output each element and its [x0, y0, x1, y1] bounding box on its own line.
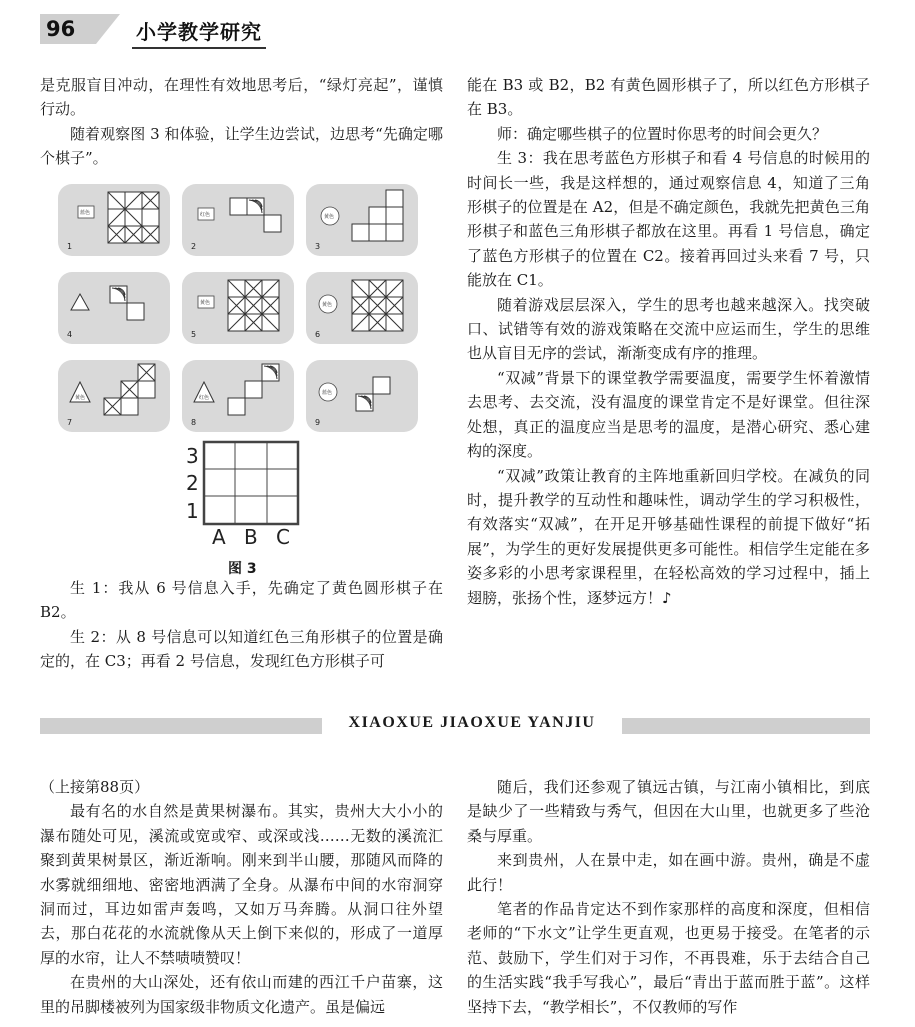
- journal-title: 小学教学研究: [136, 16, 262, 45]
- clue-tile: [182, 184, 294, 256]
- grid-row-label: 1: [186, 499, 199, 523]
- clue-tile: [306, 272, 418, 344]
- clue-5-diagram: [182, 272, 294, 344]
- page-number-box: [40, 14, 96, 44]
- grid-col-label: C: [276, 525, 290, 549]
- clue-number: 1: [67, 242, 73, 251]
- clue-tile: [58, 184, 170, 256]
- clue-color-label: 红色: [199, 395, 210, 401]
- header-tab-decoration: [96, 14, 120, 44]
- clue-number: 2: [191, 242, 197, 251]
- clue-2-diagram: [182, 184, 294, 256]
- clue-6-diagram: [306, 272, 418, 344]
- clue-color-label: 红色: [200, 212, 211, 218]
- clue-color-label: 黄色: [200, 300, 211, 306]
- clue-3-diagram: [306, 184, 418, 256]
- clue-number: 6: [315, 330, 321, 339]
- page-header: [40, 8, 875, 48]
- paragraph: “双减”政策让教育的主阵地重新回归学校。在减负的同时，提升教学的互动性和趣味性，调动学生的学习积极性，有效落实“双减”，在开足开够基础性课程的前提下做好“拓展”，为学生的更好发展提供更多可能性。相信学生定能在多姿多彩的小思考家课程里，在轻松高效的学习过程中，插上翅膀，张扬个性，逐梦远方！♪: [467, 466, 870, 607]
- grid-col-label: B: [244, 525, 258, 549]
- clue-number: 9: [315, 418, 321, 427]
- answer-grid: [182, 438, 302, 560]
- column-1-top: [40, 73, 443, 171]
- clue-tiles: [58, 184, 418, 432]
- clue-tile: [58, 272, 170, 344]
- paragraph: 最有名的水自然是黄果树瀑布。其实，贵州大大小小的瀑布随处可见，溪流或宽或窄、或深或浅……无数的溪流汇聚到黄果树景区，渐近渐响。刚来到半山腰，那随风而降的水雾就细细地、密密地洒满了全身。从瀑布中间的水帘洞穿洞而过，耳边如雷声轰鸣，又如万马奔腾。从洞口往外望去，那白花花的水流就像从天上倒下来似的，形成了一道厚厚的水帘，让人不禁啧啧赞叹！: [40, 802, 443, 967]
- figure-3: [58, 184, 418, 577]
- separator-bar-left: [40, 718, 322, 734]
- continuation-note: （上接第88页）: [40, 778, 150, 796]
- paragraph: 生 3：我在思考蓝色方形棋子和看 4 号信息的时候用的时间长一些，我是这样想的，通过观察信息 4，知道了三角形棋子的位置是在 A2，但是不确定颜色，我就先把黄色三角形棋子和蓝色三角形棋子都放在这里。再看 1 号信息，确定了蓝色方形棋子的位置在 C2。接着再回过头来看 7 号，只能放在 C1。: [467, 149, 870, 290]
- paragraph: 在贵州的大山深处，还有依山而建的西江千户苗寨，这里的吊脚楼被列为国家级非物质文化遗产。虽是偏远: [40, 973, 443, 1016]
- paragraph: 随后，我们还参观了镇远古镇，与江南小镇相比，到底是缺少了一些精致与秀气，但因在大山里，也就更多了些沧桑与厚重。: [467, 778, 870, 845]
- clue-1-diagram: [58, 184, 170, 256]
- paragraph: 是克服盲目冲动，在理性有效地思考后，“绿灯亮起”，谨慎行动。: [40, 76, 443, 119]
- paragraph: 生 1：我从 6 号信息入手，先确定了黄色圆形棋子在 B2。: [40, 579, 443, 622]
- clue-tile: [182, 360, 294, 432]
- clue-tile: [58, 360, 170, 432]
- paragraph: “双减”背景下的课堂教学需要温度，需要学生怀着激情去思考、去交流，没有温度的课堂肯定不是好课堂。但往深处想，真正的温度应当是思考的温度，是潜心研究、悉心建构的深度。: [467, 368, 870, 461]
- clue-number: 7: [67, 418, 73, 427]
- answer-grid-svg: [182, 438, 312, 563]
- clue-tile: [306, 184, 418, 256]
- clue-tile: [306, 360, 418, 432]
- section-separator: [40, 714, 870, 734]
- page-number: 96: [46, 17, 76, 41]
- paragraph: 随着游戏层层深入，学生的思考也越来越深入。找突破口、试错等有效的游戏策略在交流中应运而生，学生的思维也从盲目无序的尝试，渐渐变成有序的推理。: [467, 295, 870, 363]
- clue-4-diagram: [58, 272, 170, 344]
- grid-row-label: 2: [186, 471, 199, 495]
- separator-bar-right: [622, 718, 870, 734]
- paragraph: 笔者的作品肯定达不到作家那样的高度和深度，但相信老师的“下水文”让学生更直观，也更易于接受。在笔者的示范、鼓励下，学生们对于习作，不再畏难，乐于去结合自己的生活实践“我手写我心”，最后“青出于蓝而胜于蓝”。这样坚持下去，“教学相长”，不仅教师的写作: [467, 900, 870, 1016]
- clue-color-label: 黄色: [322, 302, 333, 308]
- column-3: [40, 775, 443, 1019]
- grid-col-label: A: [212, 525, 226, 549]
- column-2: [467, 73, 870, 610]
- clue-number: 8: [191, 418, 197, 427]
- grid-row-label: 3: [186, 444, 199, 468]
- paragraph: 能在 B3 或 B2，B2 有黄色圆形棋子了，所以红色方形棋子在 B3。: [467, 76, 870, 119]
- column-4: [467, 775, 870, 1019]
- separator-text: XIAOXUE JIAOXUE YANJIU: [348, 714, 596, 731]
- clue-number: 3: [315, 242, 321, 251]
- paragraph: 来到贵州，人在景中走，如在画中游。贵州，确是不虚此行！: [467, 851, 870, 894]
- clue-color-label: 黄色: [324, 214, 335, 220]
- clue-9-diagram: [306, 360, 418, 432]
- clue-tile: [182, 272, 294, 344]
- column-1-bottom: [40, 576, 443, 674]
- paragraph: 生 2：从 8 号信息可以知道红色三角形棋子的位置是确定的，在 C3；再看 2 号信息，发现红色方形棋子可: [40, 627, 443, 671]
- paragraph: 师：确定哪些棋子的位置时你思考的时间会更久？: [497, 124, 828, 143]
- clue-color-label: 黄色: [75, 395, 86, 401]
- paragraph: 随着观察图 3 和体验，让学生边尝试，边思考“先确定哪个棋子”。: [40, 124, 443, 168]
- clue-color-label: 蓝色: [80, 210, 91, 216]
- clue-number: 5: [191, 330, 197, 339]
- clue-color-label: 蓝色: [322, 390, 333, 396]
- figure-caption: 图 3: [228, 561, 257, 577]
- clue-number: 4: [67, 330, 73, 339]
